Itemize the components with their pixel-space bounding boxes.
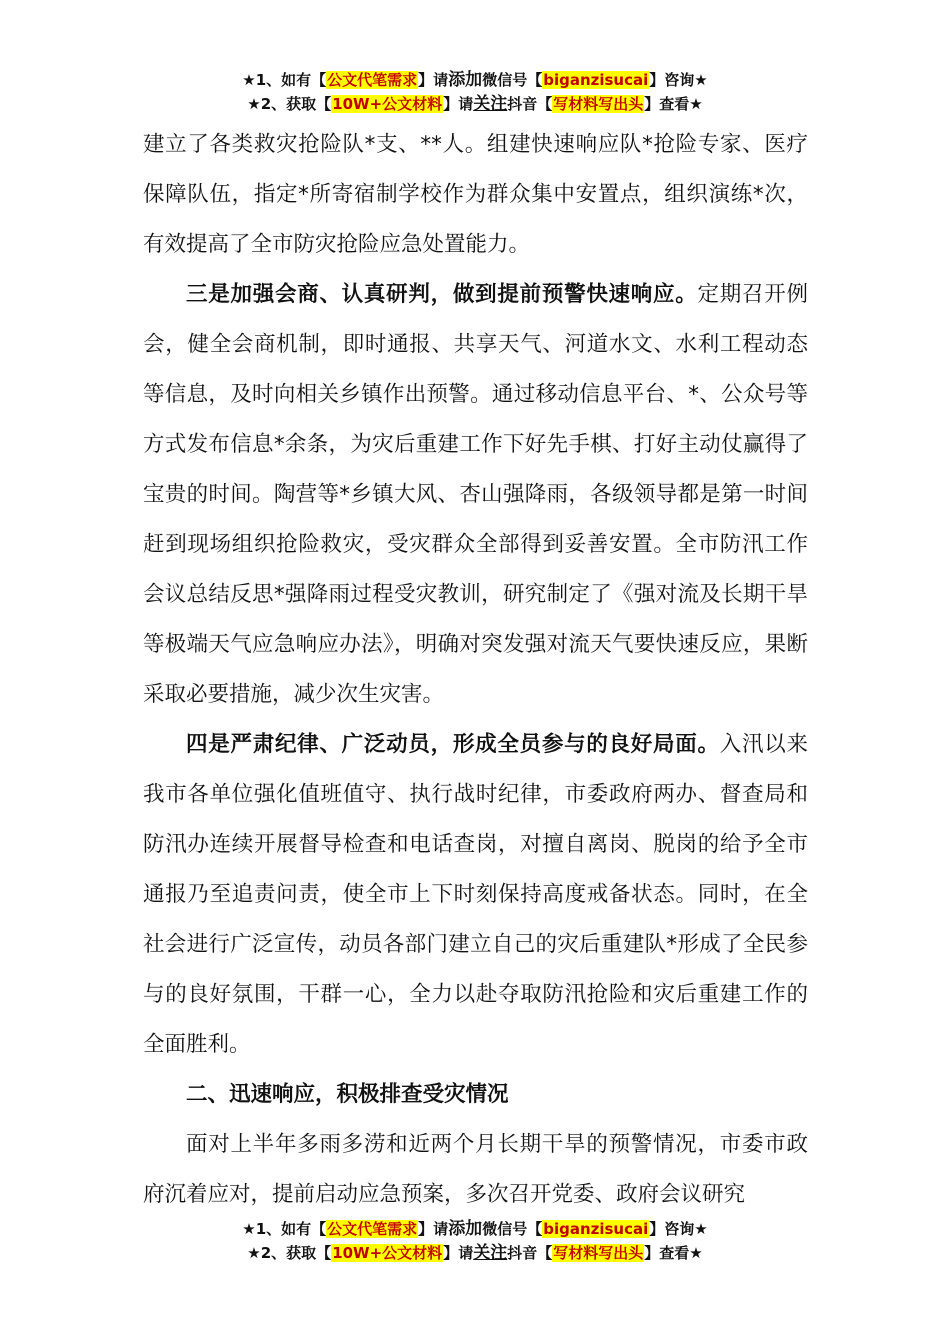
banner-emphasis: 添加 <box>448 70 483 90</box>
paragraph-3-lead: 四是严肃纪律、广泛动员，形成全员参与的良好局面。 <box>186 732 720 757</box>
paragraph-1: 建立了各类救灾抢险队*支、**人。组建快速响应队*抢险专家、医疗保障队伍，指定*所寄宿制学校作为群众集中安置点，组织演练*次，有效提高了全市防灾抢险应急处置能力。 <box>143 132 808 257</box>
banner-line-1 <box>0 68 950 92</box>
section-heading: 二、迅速响应，积极排查受灾情况 <box>186 1082 509 1107</box>
banner-highlight: biganzisucai <box>543 71 649 89</box>
paragraph-3-text: 入汛以来我市各单位强化值班值守、执行战时纪律，市委政府两办、督查局和防汛办连续开展督导检查和电话查岗，对擅自离岗、脱岗的给予全市通报乃至追责问责，使全市上下时刻保持高度戒备状态。同时，在全社会进行广泛宣传，动员各部门建立自己的灾后重建队*形成了全民参与的良好氛围，干群一心，全力以赴夺取防汛抢险和灾后重建工作的全面胜利。 <box>143 732 808 1057</box>
header-banner <box>0 68 950 116</box>
banner-highlight: 10W+公文材料 <box>332 1244 443 1262</box>
banner-text: 】查看★ <box>644 95 703 113</box>
banner-text: 】请 <box>443 1244 474 1262</box>
banner-text: 】请 <box>418 71 449 89</box>
banner-highlight: biganzisucai <box>543 1220 649 1238</box>
paragraph-2 <box>143 270 808 720</box>
banner-highlight: 公文代笔需求 <box>327 71 418 89</box>
banner-text: 抖音【 <box>507 1244 553 1262</box>
banner-emphasis: 关注 <box>473 1243 508 1263</box>
banner-text: ★1、如有【 <box>242 71 327 89</box>
banner-text: 】请 <box>418 1220 449 1238</box>
banner-text: ★2、获取【 <box>247 1244 332 1262</box>
banner-text: 微信号【 <box>482 71 543 89</box>
footer-banner <box>0 1217 950 1265</box>
paragraph-2-text: 定期召开例会，健全会商机制，即时通报、共享天气、河道水文、水利工程动态等信息，及时向相关乡镇作出预警。通过移动信息平台、*、公众号等方式发布信息*余条，为灾后重建工作下好先手棋、打好主动仗赢得了宝贵的时间。陶营等*乡镇大风、杏山强降雨，各级领导都是第一时间赶到现场组织抢险救灾，受灾群众全部得到妥善安置。全市防汛工作会议总结反思*强降雨过程受灾教训，研究制定了《强对流及长期干旱等极端天气应急响应办法》，明确对突发强对流天气要快速反应，果断采取必要措施，减少次生灾害。 <box>143 282 808 707</box>
paragraph-4: 面对上半年多雨多涝和近两个月长期干旱的预警情况，市委市政府沉着应对，提前启动应急预案，多次召开党委、政府会议研究 <box>143 1132 808 1207</box>
paragraph-3 <box>143 720 808 1070</box>
banner-text: 微信号【 <box>482 1220 543 1238</box>
banner-text: ★1、如有【 <box>242 1220 327 1238</box>
banner-line-2 <box>0 92 950 116</box>
banner-text: 】请 <box>443 95 474 113</box>
banner-text: 】咨询★ <box>649 71 708 89</box>
banner-highlight: 写材料写出头 <box>553 95 644 113</box>
banner-line-2 <box>0 1241 950 1265</box>
document-body <box>143 120 808 1220</box>
banner-line-1 <box>0 1217 950 1241</box>
banner-text: ★2、获取【 <box>247 95 332 113</box>
banner-emphasis: 添加 <box>448 1219 483 1239</box>
paragraph-2-lead: 三是加强会商、认真研判，做到提前预警快速响应。 <box>186 282 698 307</box>
banner-highlight: 写材料写出头 <box>553 1244 644 1262</box>
banner-highlight: 公文代笔需求 <box>327 1220 418 1238</box>
banner-text: 】咨询★ <box>649 1220 708 1238</box>
banner-emphasis: 关注 <box>473 94 508 114</box>
banner-text: 抖音【 <box>507 95 553 113</box>
banner-highlight: 10W+公文材料 <box>332 95 443 113</box>
banner-text: 】查看★ <box>644 1244 703 1262</box>
